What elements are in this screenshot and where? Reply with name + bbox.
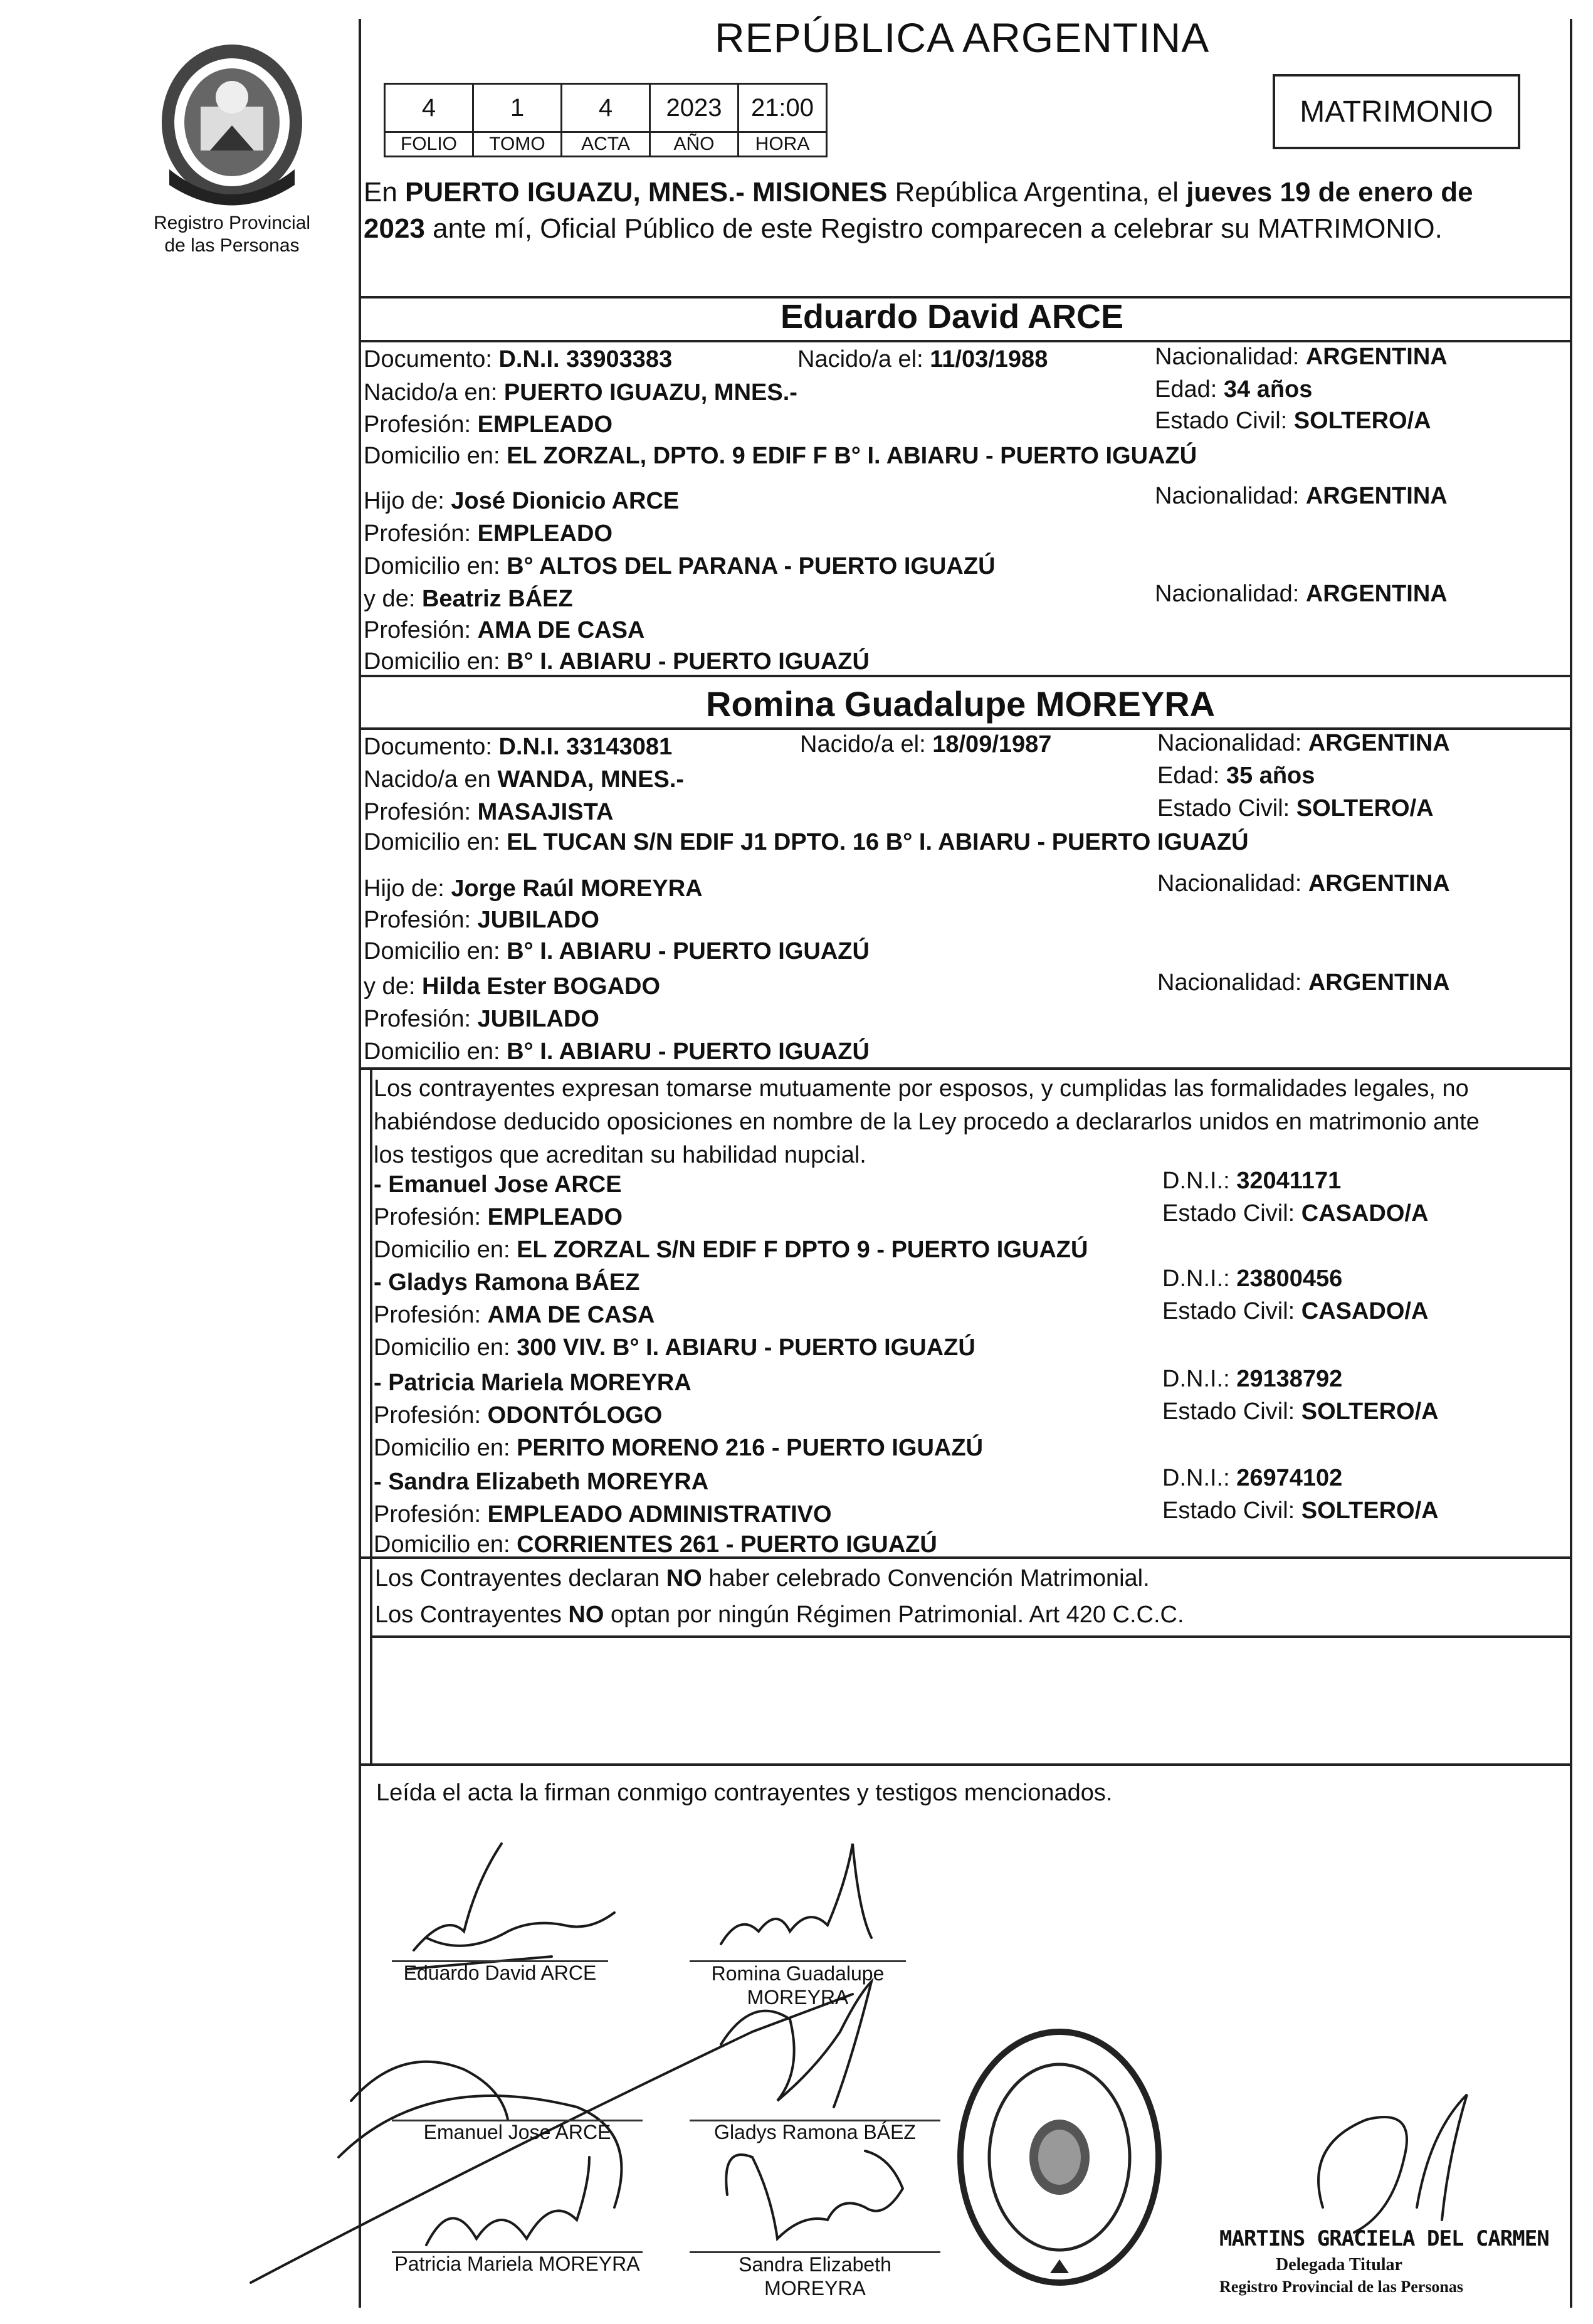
bride-mother-address [364, 1038, 870, 1065]
acta-value: 4 [562, 84, 650, 132]
official-signature-block [1219, 2226, 1570, 2296]
bride-mother [364, 973, 660, 1000]
bride-document [364, 734, 672, 761]
value: EMPLEADO ADMINISTRATIVO [487, 1501, 832, 1528]
label: Documento: [364, 734, 499, 760]
value: D.N.I. 33143081 [498, 734, 673, 760]
divider-regime-2 [370, 1635, 1570, 1638]
anio-value: 2023 [650, 84, 739, 132]
label: Profesión: [374, 1302, 488, 1328]
hora-label: HORA [739, 132, 827, 157]
value: SOLTERO/A [1293, 408, 1431, 434]
logo-caption [122, 212, 342, 257]
value: 18/09/1987 [932, 731, 1052, 758]
signature-witness-4-name [690, 2253, 940, 2300]
label: Domicilio en: [374, 1435, 517, 1461]
witness-4-address [374, 1531, 937, 1558]
regime-patrimonial [375, 1602, 1184, 1629]
value: B° ALTOS DEL PARANA - PUERTO IGUAZÚ [507, 553, 996, 579]
groom-document [364, 346, 672, 373]
value: 11/03/1988 [930, 346, 1048, 372]
value: MASAJISTA [477, 799, 614, 825]
groom-civil-status [1155, 408, 1431, 435]
label: Edad: [1157, 763, 1226, 789]
label: Profesión: [364, 411, 478, 438]
signature-bride-name-line2: MOREYRA [747, 1986, 849, 2009]
witness-4-dni [1162, 1465, 1342, 1492]
official-name: MARTINS GRACIELA DEL CARMEN [1219, 2226, 1549, 2251]
closing-statement: Leída el acta la firman conmigo contrayentes y testigos mencionados. [376, 1780, 1113, 1806]
label: Estado Civil: [1162, 1497, 1301, 1524]
label: y de: [364, 586, 422, 612]
intro-paragraph [364, 174, 1564, 247]
value: EL ZORZAL, DPTO. 9 EDIF F B° I. ABIARU - PUERTO IGUAZÚ [507, 443, 1197, 469]
label: Estado Civil: [1155, 408, 1294, 434]
witness-4-profession [374, 1501, 832, 1528]
divider-declaration [359, 1067, 1572, 1070]
label: Domicilio en: [364, 1038, 507, 1065]
groom-father-address [364, 553, 996, 580]
bride-name: Romina Guadalupe MOREYRA [706, 684, 1216, 724]
value: AMA DE CASA [487, 1302, 655, 1328]
value: ODONTÓLOGO [487, 1402, 663, 1429]
value: CASADO/A [1301, 1200, 1429, 1227]
value: CASADO/A [1301, 1298, 1429, 1324]
groom-name: Eduardo David ARCE [781, 298, 1124, 335]
registry-logo [150, 38, 313, 207]
witness-2-name: - Gladys Ramona BÁEZ [374, 1269, 640, 1296]
witness-2-civil [1162, 1298, 1428, 1325]
label: Estado Civil: [1162, 1200, 1301, 1227]
registry-seal-icon [956, 2026, 1163, 2289]
signature-groom-name: Eduardo David ARCE [403, 1962, 597, 1984]
intro-date-b: 2023 [364, 213, 425, 244]
bride-father-profession [364, 907, 599, 934]
label: Domicilio en: [374, 1334, 517, 1361]
label: Profesión: [374, 1204, 488, 1230]
document-title: REPÚBLICA ARGENTINA [715, 14, 1210, 61]
value: Hilda Ester BOGADO [421, 973, 661, 1000]
record-index-table [384, 83, 828, 157]
value: WANDA, MNES.- [497, 766, 685, 793]
frame-right-border [1570, 19, 1572, 2308]
groom-father-profession [364, 520, 612, 547]
groom-mother [364, 586, 573, 613]
signature-witness-3-name: Patricia Mariela MOREYRA [394, 2253, 640, 2275]
value: ARGENTINA [1308, 730, 1450, 756]
witness-4-civil [1162, 1497, 1439, 1524]
signature-witness-2-name: Gladys Ramona BÁEZ [714, 2121, 916, 2143]
label: Nacido/a en [364, 766, 498, 793]
signature-witness-1-name: Emanuel Jose ARCE [423, 2121, 611, 2143]
label: Profesión: [364, 520, 478, 547]
label: Domicilio en: [364, 443, 507, 469]
text: Los Contrayentes [375, 1602, 569, 1628]
act-type-label: MATRIMONIO [1300, 95, 1493, 129]
label: Hijo de: [364, 488, 451, 514]
label: Domicilio en: [364, 553, 507, 579]
value: B° I. ABIARU - PUERTO IGUAZÚ [507, 648, 870, 675]
witness-1-civil [1162, 1200, 1428, 1227]
groom-birth-date [797, 346, 1048, 373]
label: Estado Civil: [1162, 1398, 1301, 1425]
groom-mother-address [364, 648, 870, 675]
witness-3-civil [1162, 1398, 1439, 1425]
value: 23800456 [1236, 1265, 1343, 1292]
bride-address [364, 829, 1249, 856]
groom-age [1155, 376, 1312, 403]
label: D.N.I.: [1162, 1265, 1237, 1292]
witness-1-dni [1162, 1168, 1341, 1195]
value: SOLTERO/A [1301, 1398, 1439, 1425]
value: Beatriz BÁEZ [421, 586, 573, 612]
label: Nacionalidad: [1157, 969, 1308, 996]
groom-birth-place [364, 379, 797, 406]
witness-1-name: - Emanuel Jose ARCE [374, 1171, 622, 1198]
value: ARGENTINA [1308, 969, 1450, 996]
groom-mother-profession [364, 617, 644, 644]
value: D.N.I. 33903383 [498, 346, 673, 372]
label: Profesión: [364, 799, 478, 825]
groom-address [364, 443, 1197, 470]
text: haber celebrado Convención Matrimonial. [702, 1565, 1150, 1592]
value: ARGENTINA [1305, 344, 1448, 370]
signature-bride-name-line1: Romina Guadalupe [711, 1962, 885, 1985]
witness-3-address [374, 1435, 983, 1462]
label: Nacionalidad: [1155, 483, 1306, 509]
witness-2-address [374, 1334, 975, 1361]
value: 26974102 [1236, 1465, 1343, 1491]
witness-3-name: - Patricia Mariela MOREYRA [374, 1370, 691, 1396]
value: José Dionicio ARCE [451, 488, 680, 514]
text: optan por ningún Régimen Patrimonial. Art 420 C.C.C. [604, 1602, 1184, 1628]
signature-bride-name [690, 1962, 906, 2009]
value: ARGENTINA [1305, 581, 1448, 607]
value: B° I. ABIARU - PUERTO IGUAZÚ [507, 938, 870, 964]
label: Nacionalidad: [1155, 581, 1306, 607]
label: Domicilio en: [364, 648, 507, 675]
value: Jorge Raúl MOREYRA [451, 875, 703, 902]
bride-nationality [1157, 730, 1450, 757]
witness-1-profession [374, 1204, 623, 1231]
declaration-text [374, 1072, 1569, 1172]
label: Edad: [1155, 376, 1224, 403]
intro-place: PUERTO IGUAZU, MNES.- MISIONES [405, 177, 888, 208]
value: 35 años [1226, 763, 1315, 789]
label: y de: [364, 973, 422, 1000]
label: D.N.I.: [1162, 1168, 1237, 1194]
intro-text-3: ante mí, Oficial Público de este Registro comparecen a celebrar su MATRIMONIO. [424, 213, 1443, 244]
label: Nacido/a el: [800, 731, 933, 758]
value: EL TUCAN S/N EDIF J1 DPTO. 16 B° I. ABIARU - PUERTO IGUAZÚ [507, 829, 1249, 855]
divider-groom-name [359, 340, 1572, 342]
act-type-box [1273, 74, 1520, 149]
value: SOLTERO/A [1296, 795, 1434, 821]
bride-father-address [364, 938, 870, 965]
logo-caption-line2: de las Personas [164, 235, 300, 256]
label: Domicilio en: [374, 1237, 517, 1263]
witness-2-profession [374, 1302, 655, 1329]
text: Los Contrayentes declaran [375, 1565, 666, 1592]
acta-label: ACTA [562, 132, 650, 157]
witness-4-name: - Sandra Elizabeth MOREYRA [374, 1469, 709, 1495]
bride-age [1157, 763, 1315, 790]
label: Estado Civil: [1157, 795, 1296, 821]
label: Profesión: [364, 907, 478, 933]
label: Domicilio en: [364, 938, 507, 964]
bride-birth-date [800, 731, 1051, 758]
logo-caption-line1: Registro Provincial [153, 213, 311, 233]
frame-inner-left [370, 1067, 372, 1763]
label: Nacionalidad: [1155, 344, 1306, 370]
value: 300 VIV. B° I. ABIARU - PUERTO IGUAZÚ [517, 1334, 975, 1361]
official-office: Registro Provincial de las Personas [1219, 2278, 1464, 2296]
label: Domicilio en: [364, 829, 507, 855]
value: 34 años [1223, 376, 1313, 403]
value: B° I. ABIARU - PUERTO IGUAZÚ [507, 1038, 870, 1065]
regime-convention [375, 1565, 1150, 1592]
value: ARGENTINA [1305, 483, 1448, 509]
folio-value: 4 [385, 84, 473, 132]
witness-3-dni [1162, 1366, 1342, 1393]
intro-text-2: República Argentina, el [887, 177, 1187, 208]
bride-civil-status [1157, 795, 1434, 822]
label: Nacionalidad: [1157, 870, 1308, 897]
value: EMPLEADO [477, 520, 613, 547]
label: Estado Civil: [1162, 1298, 1301, 1324]
value: AMA DE CASA [477, 617, 645, 643]
hora-value: 21:00 [739, 84, 827, 132]
value: SOLTERO/A [1301, 1497, 1439, 1524]
value: ARGENTINA [1308, 870, 1450, 897]
label: Domicilio en: [374, 1531, 517, 1558]
bride-profession [364, 799, 613, 826]
value: JUBILADO [477, 907, 599, 933]
value: 29138792 [1236, 1366, 1343, 1392]
folio-label: FOLIO [385, 132, 473, 157]
emphasis: NO [666, 1565, 702, 1592]
declaration-line2: habiéndose deducido oposiciones en nombre de la Ley procedo a declararlos unidos en matrimonio ante [374, 1109, 1480, 1135]
value: 32041171 [1236, 1168, 1342, 1194]
value: EMPLEADO [477, 411, 613, 438]
intro-date-a: jueves 19 de enero de [1186, 177, 1473, 208]
tomo-value: 1 [473, 84, 562, 132]
label: D.N.I.: [1162, 1366, 1237, 1392]
label: Profesión: [364, 1006, 478, 1032]
label: Nacido/a en: [364, 379, 504, 406]
value: PUERTO IGUAZU, MNES.- [503, 379, 797, 406]
groom-father-nationality [1155, 483, 1448, 510]
label: Nacionalidad: [1157, 730, 1308, 756]
signature-witness-4-name-line2: MOREYRA [764, 2277, 866, 2300]
official-seal [956, 2026, 1163, 2289]
groom-father [364, 488, 679, 515]
label: Documento: [364, 346, 499, 372]
witness-3-profession [374, 1402, 662, 1429]
label: D.N.I.: [1162, 1465, 1237, 1491]
bride-birth-place [364, 766, 684, 793]
value: EMPLEADO [487, 1204, 623, 1230]
label: Profesión: [374, 1402, 488, 1429]
groom-nationality [1155, 344, 1448, 371]
value: CORRIENTES 261 - PUERTO IGUAZÚ [517, 1531, 937, 1558]
bride-mother-nationality [1157, 969, 1450, 996]
official-role: Delegada Titular [1276, 2255, 1402, 2274]
anio-label: AÑO [650, 132, 739, 157]
label: Hijo de: [364, 875, 451, 902]
value: PERITO MORENO 216 - PUERTO IGUAZÚ [517, 1435, 984, 1461]
value: JUBILADO [477, 1006, 599, 1032]
bride-mother-profession [364, 1006, 599, 1033]
label: Nacido/a el: [797, 346, 930, 372]
label: Profesión: [364, 617, 478, 643]
emphasis: NO [568, 1602, 604, 1628]
witness-1-address [374, 1237, 1088, 1264]
misiones-emblem-icon [150, 38, 313, 207]
groom-mother-nationality [1155, 581, 1448, 608]
intro-text-1: En [364, 177, 406, 208]
declaration-line3: los testigos que acreditan su habilidad nupcial. [374, 1142, 866, 1168]
value: EL ZORZAL S/N EDIF F DPTO 9 - PUERTO IGUAZÚ [517, 1237, 1088, 1263]
signature-witness-4-name-line1: Sandra Elizabeth [739, 2253, 891, 2276]
label: Profesión: [374, 1501, 488, 1528]
declaration-line1: Los contrayentes expresan tomarse mutuamente por esposos, y cumplidas las formalidades legales, no [374, 1075, 1469, 1102]
tomo-label: TOMO [473, 132, 562, 157]
witness-2-dni [1162, 1265, 1342, 1292]
divider-signatures [359, 1763, 1572, 1766]
bride-father [364, 875, 703, 902]
groom-profession [364, 411, 612, 438]
bride-father-nationality [1157, 870, 1450, 897]
